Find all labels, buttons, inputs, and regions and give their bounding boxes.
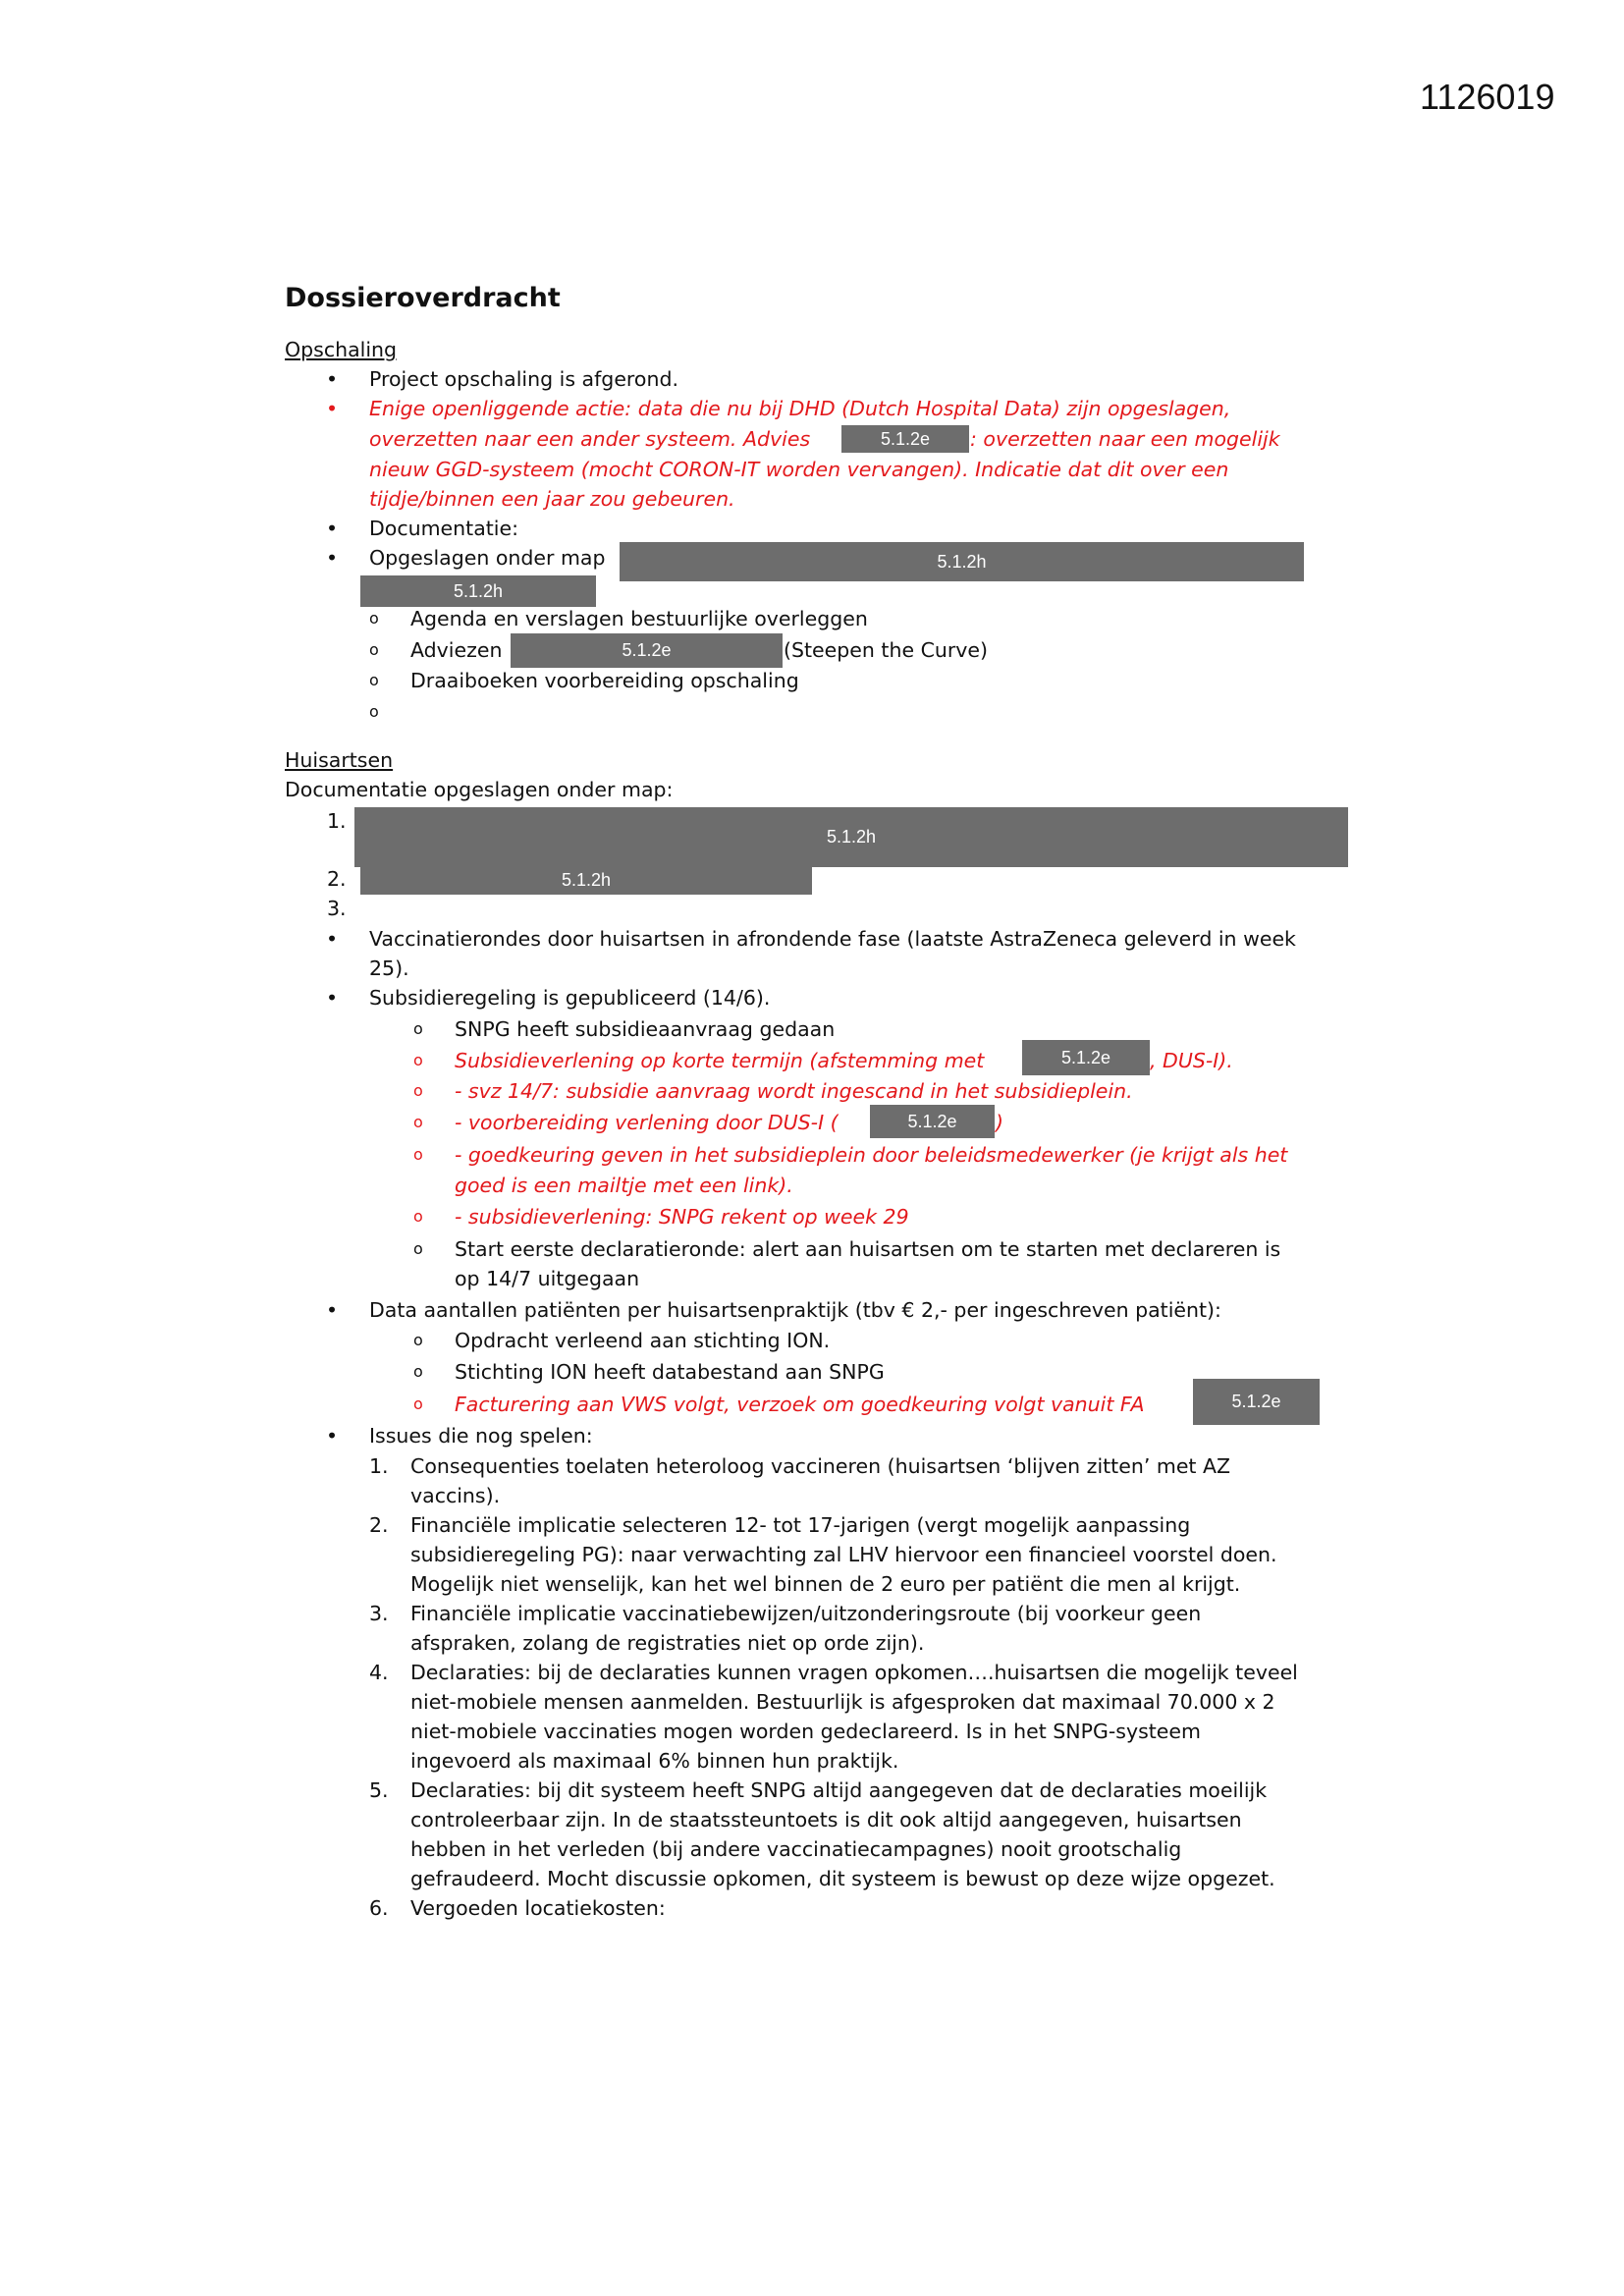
list-item: Stichting ION heeft databestand aan SNPG <box>455 1360 885 1384</box>
issue-item-line: afspraken, zolang de registraties niet op orde zijn). <box>410 1631 925 1655</box>
list-item: - subsidieverlening: SNPG rekent op week 29 <box>455 1205 909 1229</box>
circle-bullet-icon: o <box>413 1207 423 1226</box>
list-item: (Steepen the Curve) <box>784 638 989 662</box>
issue-item-line: niet-mobiele mensen aanmelden. Bestuurlijk is afgesproken dat maximaal 70.000 x 2 <box>410 1690 1275 1714</box>
list-item: Agenda en verslagen bestuurlijke overleggen <box>410 607 868 630</box>
circle-bullet-icon: o <box>369 640 379 659</box>
redaction-box: 5.1.2h <box>620 542 1304 581</box>
bullet-icon: • <box>326 397 339 420</box>
list-item: Start eerste declaratieronde: alert aan huisartsen om te starten met declareren is <box>455 1237 1281 1261</box>
bullet-icon: • <box>326 927 339 951</box>
page-title: Dossieroverdracht <box>285 283 561 313</box>
list-number: 2. <box>327 867 347 891</box>
list-item: Vaccinatierondes door huisartsen in afrondende fase (laatste AstraZeneca geleverd in week <box>369 927 1296 951</box>
issue-item-line: niet-mobiele vaccinaties mogen worden gedeclareerd. Is in het SNPG-systeem <box>410 1720 1201 1743</box>
list-number: 3. <box>327 897 347 920</box>
circle-bullet-icon: o <box>413 1019 423 1038</box>
issue-item-line: subsidieregeling PG): naar verwachting zal LHV hiervoor een financieel voorstel doen. <box>410 1543 1277 1566</box>
list-item: , DUS-I). <box>1150 1049 1233 1072</box>
list-item: - voorbereiding verlening door DUS-I ( <box>455 1111 839 1134</box>
list-item: Issues die nog spelen: <box>369 1424 593 1448</box>
issue-number: 4. <box>369 1661 389 1684</box>
issue-number: 2. <box>369 1513 389 1537</box>
redaction-box: 5.1.2h <box>360 575 596 607</box>
list-item: overzetten naar een ander systeem. Advies <box>369 427 811 451</box>
issue-number: 5. <box>369 1778 389 1802</box>
circle-bullet-icon: o <box>413 1239 423 1258</box>
issue-item-line: Mogelijk niet wenselijk, kan het wel binnen de 2 euro per patiënt die men al krijgt. <box>410 1572 1241 1596</box>
list-item: Project opschaling is afgerond. <box>369 367 678 391</box>
list-item: : overzetten naar een mogelijk <box>970 427 1280 451</box>
circle-bullet-icon: o <box>413 1394 423 1413</box>
list-item: op 14/7 uitgegaan <box>455 1267 640 1290</box>
list-item: Opgeslagen onder map <box>369 546 606 570</box>
circle-bullet-icon: o <box>369 671 379 689</box>
issue-item-line: controleerbaar zijn. In de staatssteuntoets is dit ook altijd aangegeven, huisartsen <box>410 1808 1242 1831</box>
list-item: - svz 14/7: subsidie aanvraag wordt ingescand in het subsidieplein. <box>455 1079 1133 1103</box>
circle-bullet-icon: o <box>369 609 379 628</box>
list-item: Opdracht verleend aan stichting ION. <box>455 1329 831 1352</box>
document-number: 1126019 <box>1420 77 1555 117</box>
bullet-icon: • <box>326 367 339 391</box>
redaction-box: 5.1.2e <box>511 633 783 668</box>
bullet-icon: • <box>326 986 339 1010</box>
list-item: Subsidieregeling is gepubliceerd (14/6). <box>369 986 771 1010</box>
issue-item-line: Financiële implicatie vaccinatiebewijzen/uitzonderingsroute (bij voorkeur geen <box>410 1602 1202 1625</box>
section-heading-huisartsen: Huisartsen <box>285 748 394 772</box>
list-item: ) <box>996 1111 1003 1134</box>
list-item: SNPG heeft subsidieaanvraag gedaan <box>455 1017 836 1041</box>
list-item: Subsidieverlening op korte termijn (afstemming met <box>455 1049 985 1072</box>
bullet-icon: • <box>326 1298 339 1322</box>
redaction-box: 5.1.2e <box>870 1105 995 1138</box>
circle-bullet-icon: o <box>369 702 379 721</box>
issue-item-line: Vergoeden locatiekosten: <box>410 1896 666 1920</box>
redaction-box: 5.1.2h <box>354 807 1348 867</box>
bullet-icon: • <box>326 517 339 540</box>
redaction-box: 5.1.2e <box>841 425 969 453</box>
list-item: Data aantallen patiënten per huisartsenpraktijk (tbv € 2,- per ingeschreven patiënt): <box>369 1298 1221 1322</box>
issue-item-line: gefraudeerd. Mocht discussie opkomen, dit systeem is bewust op deze wijze opgezet. <box>410 1867 1275 1890</box>
issue-item-line: vaccins). <box>410 1484 501 1507</box>
circle-bullet-icon: o <box>413 1362 423 1381</box>
circle-bullet-icon: o <box>413 1051 423 1069</box>
circle-bullet-icon: o <box>413 1145 423 1164</box>
intro-text: Documentatie opgeslagen onder map: <box>285 778 674 801</box>
issue-number: 3. <box>369 1602 389 1625</box>
list-item: - goedkeuring geven in het subsidieplein door beleidsmedewerker (je krijgt als het <box>455 1143 1288 1167</box>
circle-bullet-icon: o <box>413 1081 423 1100</box>
issue-item-line: Declaraties: bij dit systeem heeft SNPG altijd aangegeven dat de declaraties moeilijk <box>410 1778 1268 1802</box>
issue-item-line: Financiële implicatie selecteren 12- tot 17-jarigen (vergt mogelijk aanpassing <box>410 1513 1191 1537</box>
list-item: Draaiboeken voorbereiding opschaling <box>410 669 799 692</box>
issue-item-line: Declaraties: bij de declaraties kunnen vragen opkomen….huisartsen die mogelijk teveel <box>410 1661 1298 1684</box>
circle-bullet-icon: o <box>413 1113 423 1131</box>
list-item: 25). <box>369 957 409 980</box>
redaction-box: 5.1.2e <box>1022 1040 1150 1075</box>
list-item: nieuw GGD-systeem (mocht CORON-IT worden vervangen). Indicatie dat dit over een <box>369 458 1229 481</box>
section-heading-opschaling: Opschaling <box>285 338 398 361</box>
bullet-icon: • <box>326 546 339 570</box>
redaction-box: 5.1.2h <box>360 865 812 895</box>
list-item: Adviezen <box>410 638 503 662</box>
list-item: tijdje/binnen een jaar zou gebeuren. <box>369 487 735 511</box>
list-item: Enige openliggende actie: data die nu bij DHD (Dutch Hospital Data) zijn opgeslagen, <box>369 397 1231 420</box>
list-item: Documentatie: <box>369 517 519 540</box>
issue-item-line: ingevoerd als maximaal 6% binnen hun praktijk. <box>410 1749 899 1773</box>
issue-item-line: hebben in het verleden (bij andere vaccinatiecampagnes) nooit grootschalig <box>410 1837 1182 1861</box>
issue-number: 6. <box>369 1896 389 1920</box>
redaction-box: 5.1.2e <box>1193 1379 1320 1425</box>
issue-item-line: Consequenties toelaten heteroloog vaccineren (huisartsen ‘blijven zitten’ met AZ <box>410 1454 1231 1478</box>
list-item: Facturering aan VWS volgt, verzoek om goedkeuring volgt vanuit FA <box>455 1393 1145 1416</box>
circle-bullet-icon: o <box>413 1331 423 1349</box>
list-number: 1. <box>327 809 347 833</box>
list-item: goed is een mailtje met een link). <box>455 1174 793 1197</box>
bullet-icon: • <box>326 1424 339 1448</box>
issue-number: 1. <box>369 1454 389 1478</box>
